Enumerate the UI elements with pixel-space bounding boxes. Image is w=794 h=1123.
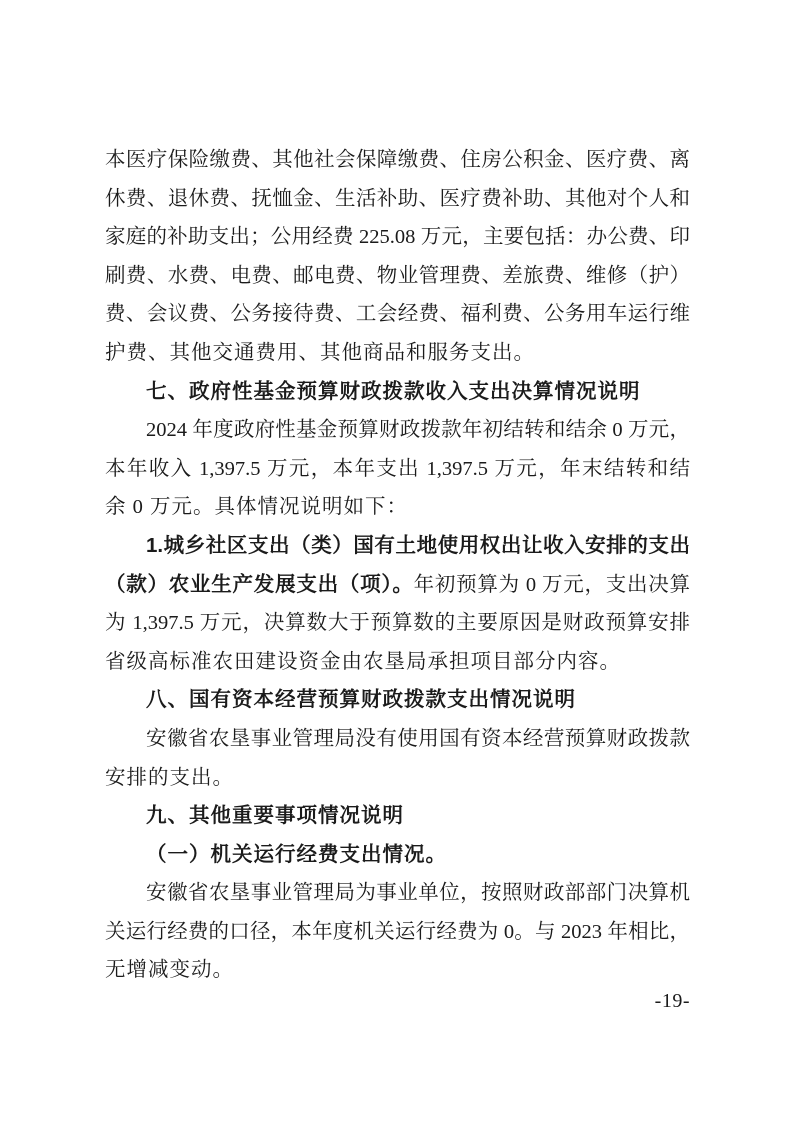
body-line bbox=[105, 913, 690, 952]
body-line bbox=[105, 450, 690, 489]
body-line bbox=[105, 951, 690, 990]
body-text: 本医疗保险缴费、其他社会保障缴费、住房公积金、医疗费、离 bbox=[105, 149, 690, 171]
body-text: 本年收入 1,397.5 万元，本年支出 1,397.5 万元，年末结转和结 bbox=[105, 457, 690, 480]
body-text: 年初预算为 0 万元，支出决算 bbox=[413, 573, 691, 596]
body-line bbox=[105, 411, 690, 450]
body-text: 余 0 万元。具体情况说明如下： bbox=[105, 496, 408, 519]
body-line bbox=[105, 759, 690, 798]
body-text: 关运行经费的口径，本年度机关运行经费为 0。与 2023 年相比， bbox=[105, 920, 690, 943]
body-line bbox=[105, 643, 690, 682]
body-text: 省级高标准农田建设资金由农垦局承担项目部分内容。 bbox=[105, 650, 621, 673]
body-text: 2024 年度政府性基金预算财政拨款年初结转和结余 0 万元， bbox=[146, 419, 690, 442]
body-line bbox=[105, 257, 690, 296]
body-line bbox=[105, 566, 690, 605]
emphasis-text: （款）农业生产发展支出（项）。 bbox=[105, 572, 414, 596]
body-line bbox=[105, 604, 690, 643]
body-line bbox=[105, 527, 690, 566]
body-text: 无增减变动。 bbox=[105, 959, 234, 982]
body-line bbox=[105, 488, 690, 527]
body-text: 休费、退休费、抚恤金、生活补助、医疗费补助、其他对个人和 bbox=[105, 187, 690, 210]
body-text: 护费、其他交通费用、其他商品和服务支出。 bbox=[105, 341, 535, 364]
heading-line bbox=[105, 373, 690, 412]
body-text: 家庭的补助支出；公用经费 225.08 万元，主要包括：办公费、印 bbox=[105, 226, 690, 249]
emphasis-text: （一）机关运行经费支出情况。 bbox=[146, 842, 447, 866]
body-line bbox=[105, 141, 690, 180]
page-number: -19- bbox=[654, 990, 690, 1012]
body-text: 刷费、水费、电费、邮电费、物业管理费、差旅费、维修（护） bbox=[105, 264, 690, 287]
body-text: 安徽省农垦事业管理局为事业单位，按照财政部部门决算机 bbox=[146, 882, 690, 905]
emphasis-text: 1.城乡社区支出（类）国有土地使用权出让收入安排的支出 bbox=[146, 533, 690, 557]
body-line bbox=[105, 295, 690, 334]
document-body bbox=[105, 141, 690, 990]
heading-line bbox=[105, 836, 690, 875]
body-text: 费、会议费、公务接待费、工会经费、福利费、公务用车运行维 bbox=[105, 303, 690, 326]
body-line bbox=[105, 180, 690, 219]
heading-line bbox=[105, 797, 690, 836]
heading-line bbox=[105, 681, 690, 720]
body-line bbox=[105, 218, 690, 257]
body-line bbox=[105, 874, 690, 913]
body-line bbox=[105, 334, 690, 373]
emphasis-text: 九、其他重要事项情况说明 bbox=[146, 804, 404, 828]
body-text: 安排的支出。 bbox=[105, 766, 234, 789]
body-line bbox=[105, 720, 690, 759]
emphasis-text: 七、政府性基金预算财政拨款收入支出决算情况说明 bbox=[146, 379, 641, 403]
body-text: 安徽省农垦事业管理局没有使用国有资本经营预算财政拨款 bbox=[146, 727, 690, 750]
body-text: 为 1,397.5 万元，决算数大于预算数的主要原因是财政预算安排 bbox=[105, 612, 690, 635]
emphasis-text: 八、国有资本经营预算财政拨款支出情况说明 bbox=[146, 688, 576, 712]
